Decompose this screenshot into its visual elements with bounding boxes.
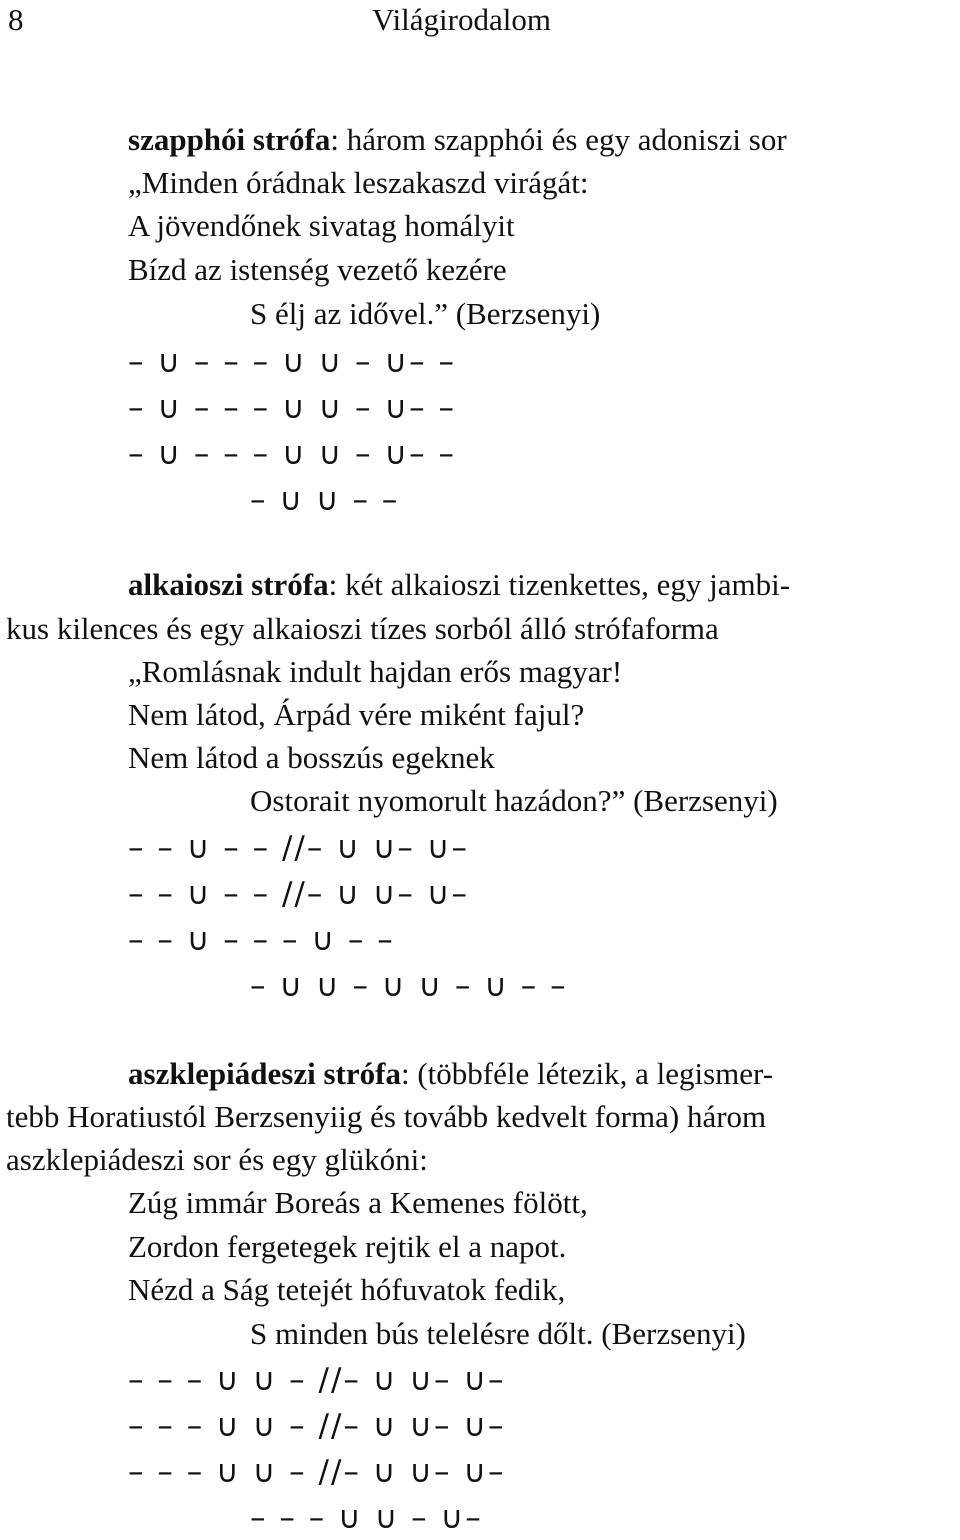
sapphic-meter-line-4: – ∪ ∪ – –	[250, 482, 400, 518]
alcaic-poem-line-1: „Romlásnak indult hajdan erős magyar!	[128, 654, 623, 689]
sapphic-meter-line-1: – ∪ – – – ∪ ∪ – ∪– –	[128, 344, 456, 380]
asclepiadean-definition-line-3: aszklepiádeszi sor és egy glükóni:	[6, 1142, 428, 1177]
asclepiadean-term: aszklepiádeszi strófa	[128, 1056, 401, 1091]
asclepiadean-meter-line-1: – – – ∪ ∪ – //– ∪ ∪– ∪–	[128, 1362, 506, 1398]
sapphic-definition-text: : három szapphói és egy adoniszi sor	[330, 122, 787, 157]
sapphic-term: szapphói strófa	[128, 122, 331, 157]
asclepiadean-definition-text-1: : (többféle létezik, a legismer-	[400, 1056, 774, 1091]
asclepiadean-meter-line-2: – – – ∪ ∪ – //– ∪ ∪– ∪–	[128, 1408, 506, 1444]
asclepiadean-poem-line-2: Zordon fergetegek rejtik el a napot.	[128, 1229, 567, 1264]
asclepiadean-definition-line-2	[6, 1095, 952, 1139]
asclepiadean-definition-text-2: tebb Horatiustól Berzsenyiig és tovább kedvelt forma) három	[6, 1099, 767, 1134]
alcaic-meter-line-4: – ∪ ∪ – ∪ ∪ – ∪ – –	[250, 968, 568, 1004]
asclepiadean-poem-line-4: S minden bús telelésre dőlt. (Berzsenyi)	[250, 1316, 746, 1351]
alcaic-definition-text-1: : két alkaioszi tizenkettes, egy jambi-	[328, 567, 791, 602]
sapphic-meter-line-3: – ∪ – – – ∪ ∪ – ∪– –	[128, 436, 456, 472]
page-number: 8	[8, 2, 24, 37]
alcaic-definition-line-2: kus kilences és egy alkaioszi tízes sorból álló strófaforma	[6, 611, 719, 646]
asclepiadean-meter-line-3: – – – ∪ ∪ – //– ∪ ∪– ∪–	[128, 1454, 506, 1490]
sapphic-poem-line-1: „Minden órádnak leszakaszd virágát:	[128, 165, 589, 200]
alcaic-meter-line-3: – – ∪ – – – ∪ – –	[128, 922, 395, 958]
asclepiadean-poem-line-1: Zúg immár Boreás a Kemenes fölött,	[128, 1185, 588, 1220]
asclepiadean-poem-line-3: Nézd a Ság tetejét hófuvatok fedik,	[128, 1272, 566, 1307]
sapphic-poem-line-2: A jövendőnek sivatag homályit	[128, 208, 515, 243]
running-title: Világirodalom	[372, 2, 551, 37]
alcaic-poem-line-4: Ostorait nyomorult hazádon?” (Berzsenyi)	[250, 783, 778, 818]
alcaic-meter-line-1: – – ∪ – – //– ∪ ∪– ∪–	[128, 830, 469, 866]
alcaic-term: alkaioszi strófa	[128, 567, 329, 602]
alcaic-meter-line-2: – – ∪ – – //– ∪ ∪– ∪–	[128, 876, 469, 912]
sapphic-poem-line-4: S élj az idővel.” (Berzsenyi)	[250, 296, 601, 331]
sapphic-meter-line-2: – ∪ – – – ∪ ∪ – ∪– –	[128, 390, 456, 426]
sapphic-definition	[128, 118, 787, 162]
asclepiadean-meter-line-4: – – – ∪ ∪ – ∪–	[250, 1500, 483, 1536]
alcaic-poem-line-2: Nem látod, Árpád vére miként fajul?	[128, 697, 585, 732]
asclepiadean-definition-line-1	[128, 1052, 952, 1096]
alcaic-poem-line-3: Nem látod a bosszús egeknek	[128, 740, 495, 775]
alcaic-definition-line-1	[128, 563, 952, 607]
sapphic-poem-line-3: Bízd az istenség vezető kezére	[128, 252, 507, 287]
